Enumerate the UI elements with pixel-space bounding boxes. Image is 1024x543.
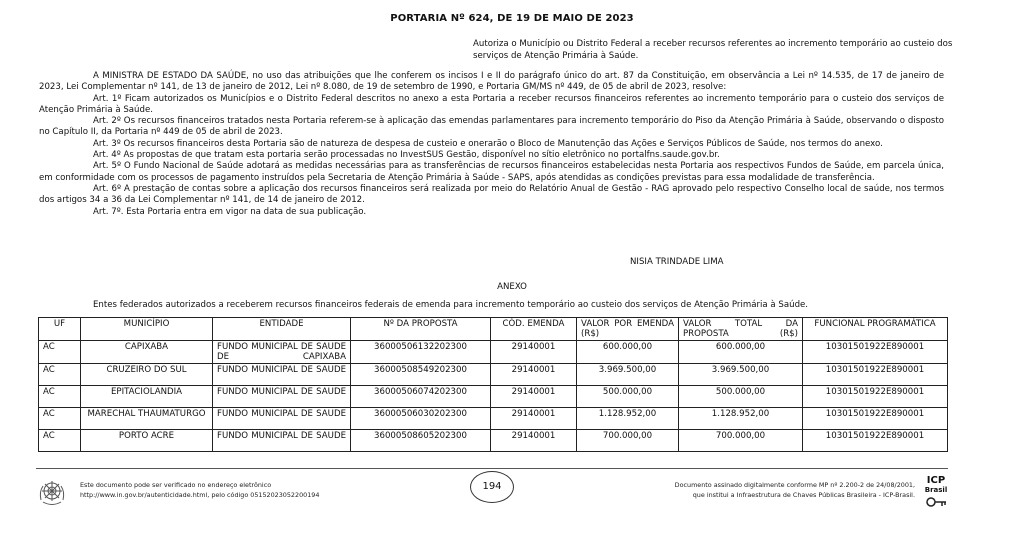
column-header-valor-total: VALOR TOTAL DA PROPOSTA (R$) bbox=[679, 318, 803, 341]
verify-link[interactable]: http://www.in.gov.br/autenticidade.html, pelo código 05152023052200194 bbox=[80, 491, 320, 499]
annex-heading: ANEXO bbox=[497, 282, 527, 292]
column-header-entidade: ENTIDADE bbox=[213, 318, 351, 341]
cell-proposta: 36000508549202300 bbox=[351, 364, 491, 386]
table-row bbox=[39, 430, 948, 452]
table-row bbox=[39, 408, 948, 430]
table-row bbox=[39, 386, 948, 408]
article-6: Art. 6º A prestação de contas sobre a aplicação dos recursos financeiros será realizada por meio do Relatório Anual de Gestão - RAG aprovado pelo respectivo Conselho local de saúde, nos termos dos artigos 34 a 36 da Lei Complementar nº 141, de 14 de janeiro de 2012. bbox=[39, 183, 944, 206]
annex-table bbox=[38, 317, 948, 452]
cell-funcional: 10301501922E890001 bbox=[803, 364, 948, 386]
column-header-emenda: CÓD. EMENDA bbox=[491, 318, 577, 341]
cell-emenda: 29140001 bbox=[491, 430, 577, 452]
cell-valor-total: 700.000,00 bbox=[679, 430, 803, 452]
cell-funcional: 10301501922E890001 bbox=[803, 430, 948, 452]
cell-valor-emenda: 3.969.500,00 bbox=[577, 364, 679, 386]
cell-municipio: EPITACIOLANDIA bbox=[81, 386, 213, 408]
table-header-row bbox=[39, 318, 948, 341]
cell-uf: AC bbox=[39, 386, 81, 408]
verify-line-1: Este documento pode ser verificado no endereço eletrônico bbox=[80, 481, 272, 489]
cell-emenda: 29140001 bbox=[491, 341, 577, 364]
footer-divider bbox=[36, 468, 948, 469]
column-header-valor-emenda: VALOR POR EMENDA (R$) bbox=[577, 318, 679, 341]
coat-of-arms-icon bbox=[37, 478, 67, 508]
icp-logo-text: ICP bbox=[926, 475, 946, 486]
cell-municipio: CAPIXABA bbox=[81, 341, 213, 364]
document-title: PORTARIA Nº 624, DE 19 DE MAIO DE 2023 bbox=[390, 13, 634, 24]
cell-funcional: 10301501922E890001 bbox=[803, 386, 948, 408]
cell-funcional: 10301501922E890001 bbox=[803, 408, 948, 430]
page-number: 194 bbox=[470, 471, 514, 503]
article-4: Art. 4º As propostas de que tratam esta portaria serão processadas no InvestSUS Gestão, disponível no sítio eletrônico no portalfns.saude.gov.br. bbox=[93, 150, 720, 161]
column-header-proposta: Nº DA PROPOSTA bbox=[351, 318, 491, 341]
icp-logo-subtext: Brasil bbox=[924, 486, 948, 494]
article-7: Art. 7º. Esta Portaria entra em vigor na data de sua publicação. bbox=[93, 206, 367, 217]
article-3: Art. 3º Os recursos financeiros desta Portaria são de natureza de despesa de custeio e onerarão o Bloco de Manutenção das Ações e Serviços Públicos de Saúde, nos termos do anexo. bbox=[93, 138, 883, 149]
cell-valor-emenda: 500.000,00 bbox=[577, 386, 679, 408]
cell-entidade: FUNDO MUNICIPAL DE SAUDE DE CAPIXABA bbox=[213, 341, 351, 364]
cell-entidade: FUNDO MUNICIPAL DE SAUDE bbox=[213, 430, 351, 452]
cell-municipio: PORTO ACRE bbox=[81, 430, 213, 452]
cell-municipio: CRUZEIRO DO SUL bbox=[81, 364, 213, 386]
cell-proposta: 36000506030202300 bbox=[351, 408, 491, 430]
cell-proposta: 36000506132202300 bbox=[351, 341, 491, 364]
document-body bbox=[39, 71, 944, 218]
cell-valor-total: 500.000,00 bbox=[679, 386, 803, 408]
key-icon bbox=[925, 495, 947, 509]
cell-valor-total: 600.000,00 bbox=[679, 341, 803, 364]
article-1: Art. 1º Ficam autorizados os Municípios e o Distrito Federal descritos no anexo a esta Portaria a receber recursos financeiros referentes ao incremento temporário para o custeio dos serviços de Atenção Primária à Saúde. bbox=[39, 93, 944, 115]
cell-proposta: 36000506074202300 bbox=[351, 386, 491, 408]
table-row bbox=[39, 364, 948, 386]
signed-line-2: que institui a Infraestrutura de Chaves Públicas Brasileira - ICP-Brasil. bbox=[692, 491, 915, 499]
cell-emenda: 29140001 bbox=[491, 386, 577, 408]
column-header-funcional: FUNCIONAL PROGRAMÁTICA bbox=[803, 318, 948, 341]
cell-uf: AC bbox=[39, 341, 81, 364]
table-row bbox=[39, 341, 948, 364]
cell-emenda: 29140001 bbox=[491, 364, 577, 386]
signed-line-1: Documento assinado digitalmente conforme MP nº 2.200-2 de 24/08/2001, bbox=[674, 481, 915, 489]
column-header-municipio: MUNICÍPIO bbox=[81, 318, 213, 341]
icp-brasil-logo bbox=[922, 476, 950, 513]
cell-funcional: 10301501922E890001 bbox=[803, 341, 948, 364]
ementa: Autoriza o Município ou Distrito Federal a receber recursos referentes ao incremento temporário ao custeio dos serviços de Atenção Primária à Saúde. bbox=[473, 39, 953, 61]
cell-uf: AC bbox=[39, 430, 81, 452]
cell-proposta: 36000508605202300 bbox=[351, 430, 491, 452]
cell-uf: AC bbox=[39, 364, 81, 386]
annex-intro: Entes federados autorizados a receberem recursos financeiros federais de emenda para incremento temporário ao custeio dos serviços de Atenção Primária à Saúde. bbox=[93, 300, 809, 310]
cell-valor-emenda: 1.128.952,00 bbox=[577, 408, 679, 430]
cell-entidade: FUNDO MUNICIPAL DE SAUDE bbox=[213, 364, 351, 386]
preamble-paragraph: A MINISTRA DE ESTADO DA SAÚDE, no uso das atribuições que lhe conferem os incisos I e II do parágrafo único do art. 87 da Constituição, em observância a Lei nº 14.535, de 17 de janeiro de 2023, Lei Complementar nº 141, de 13 de janeiro de 2012, Lei nº 8.080, de 19 de setembro de 1990, e Portaria GM/MS nº 449, de 05 de abril de 2023, resolve: bbox=[39, 71, 944, 93]
article-2: Art. 2º Os recursos financeiros tratados nesta Portaria referem-se à aplicação das emendas parlamentares para incremento temporário do Piso da Atenção Primária à Saúde, observando o disposto no Capítulo II, da Portaria nº 449 de 05 de abril de 2023. bbox=[39, 116, 944, 138]
cell-emenda: 29140001 bbox=[491, 408, 577, 430]
cell-valor-total: 1.128.952,00 bbox=[679, 408, 803, 430]
signature: NISIA TRINDADE LIMA bbox=[630, 257, 724, 267]
cell-valor-emenda: 600.000,00 bbox=[577, 341, 679, 364]
cell-valor-total: 3.969.500,00 bbox=[679, 364, 803, 386]
cell-entidade: FUNDO MUNICIPAL DE SAUDE bbox=[213, 386, 351, 408]
cell-uf: AC bbox=[39, 408, 81, 430]
cell-entidade: FUNDO MUNICIPAL DE SAUDE bbox=[213, 408, 351, 430]
column-header-uf: UF bbox=[39, 318, 81, 341]
cell-valor-emenda: 700.000,00 bbox=[577, 430, 679, 452]
article-5: Art. 5º O Fundo Nacional de Saúde adotará as medidas necessárias para as transferências de recursos financeiros estabelecidas nesta Portaria aos respectivos Fundos de Saúde, em parcela única, em conformidade com os processos de pagamento instruídos pela Secretaria de Atenção Primária à Saúde - SAPS, após atendidas as condições previstas para essa modalidade de transferência. bbox=[39, 161, 944, 183]
cell-municipio: MARECHAL THAUMATURGO bbox=[81, 408, 213, 430]
